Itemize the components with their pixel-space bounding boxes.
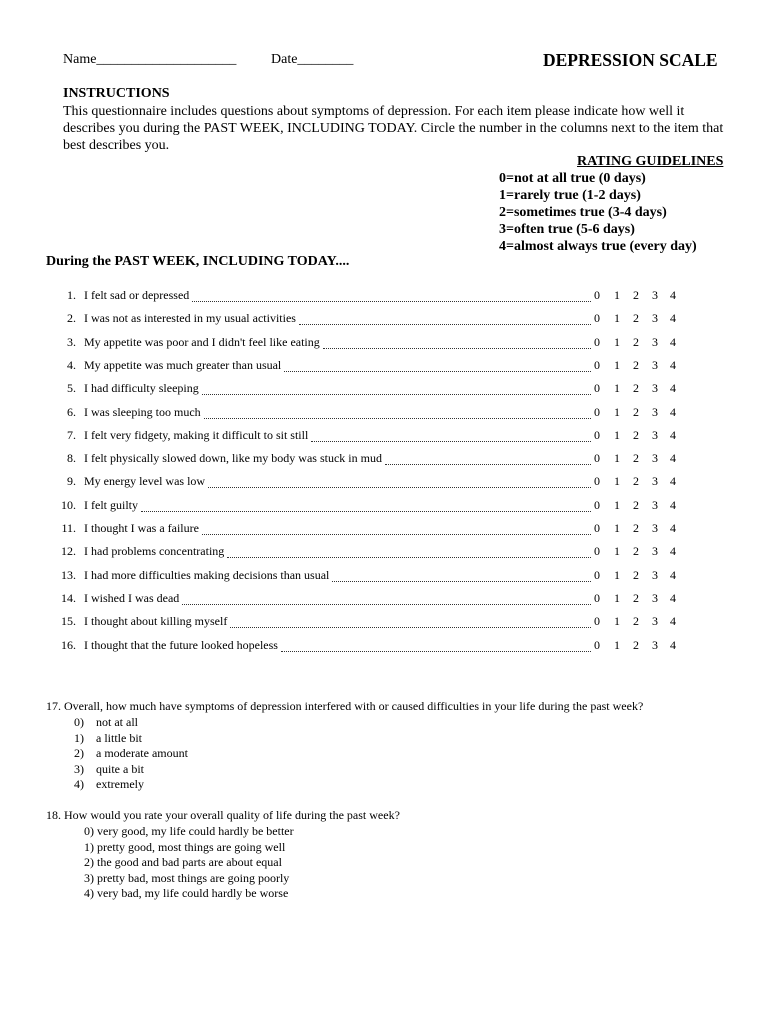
rating-option-1[interactable]: 1 — [614, 381, 620, 396]
q17-option-key[interactable]: 3) — [74, 761, 84, 776]
rating-option-3[interactable]: 3 — [652, 404, 658, 419]
rating-option-1[interactable]: 1 — [614, 567, 620, 582]
rating-guideline-1: 1=rarely true (1-2 days) — [499, 188, 641, 203]
q18-option[interactable]: 0) very good, my life could hardly be better — [84, 824, 294, 838]
rating-guideline-4: 4=almost always true (every day) — [499, 239, 697, 254]
rating-option-4[interactable]: 4 — [670, 311, 676, 326]
item-row — [52, 521, 692, 537]
dot-leader — [192, 288, 591, 302]
rating-option-1[interactable]: 1 — [614, 357, 620, 372]
item-row — [52, 311, 692, 327]
date-field-label: Date________ — [271, 52, 354, 67]
rating-option-3[interactable]: 3 — [652, 521, 658, 535]
item-text: My appetite was much greater than usual — [84, 357, 282, 372]
rating-option-3[interactable]: 3 — [652, 567, 658, 582]
rating-option-0[interactable]: 0 — [594, 474, 600, 489]
rating-option-2[interactable]: 2 — [633, 288, 639, 302]
item-text: My appetite was poor and I didn't feel like eating — [84, 334, 320, 349]
rating-option-3[interactable]: 3 — [652, 590, 658, 605]
item-row — [52, 474, 692, 490]
rating-option-4[interactable]: 4 — [670, 567, 676, 582]
item-text: I was sleeping too much — [84, 404, 201, 419]
item-number: 11. — [61, 521, 76, 535]
item-row — [52, 405, 692, 421]
rating-option-0[interactable]: 0 — [594, 381, 600, 396]
rating-option-2[interactable]: 2 — [633, 544, 639, 559]
rating-option-0[interactable]: 0 — [594, 404, 600, 419]
item-row — [52, 638, 692, 654]
rating-option-1[interactable]: 1 — [614, 521, 620, 535]
item-number: 8. — [67, 451, 76, 466]
rating-option-4[interactable]: 4 — [670, 381, 676, 396]
dot-leader — [323, 335, 591, 349]
rating-option-3[interactable]: 3 — [652, 357, 658, 372]
dot-leader — [208, 474, 591, 488]
dot-leader — [182, 591, 591, 605]
rating-option-4[interactable]: 4 — [670, 334, 676, 349]
item-row — [52, 428, 692, 444]
rating-option-4[interactable]: 4 — [670, 637, 676, 652]
name-field-label: Name____________________ — [63, 52, 237, 67]
item-text: I thought I was a failure — [84, 521, 199, 535]
item-row — [52, 568, 692, 584]
rating-option-2[interactable]: 2 — [633, 590, 639, 605]
instructions-text: This questionnaire includes questions about symptoms of depression. For each item please indicate how well it describes you during the PAST WEEK, INCLUDING TODAY. Circle the number in the columns next to the item that best describes you. — [63, 104, 724, 153]
item-text: I wished I was dead — [84, 590, 180, 605]
section-heading: During the PAST WEEK, INCLUDING TODAY.... — [46, 254, 350, 269]
item-row — [52, 381, 692, 397]
rating-option-4[interactable]: 4 — [670, 404, 676, 419]
dot-leader — [332, 568, 591, 582]
rating-option-4[interactable]: 4 — [670, 614, 676, 629]
rating-option-3[interactable]: 3 — [652, 311, 658, 326]
item-number: 7. — [67, 427, 76, 442]
question-17: 17. Overall, how much have symptoms of depression interfered with or caused difficulties in your life during the past week? — [46, 699, 644, 713]
q18-option[interactable]: 1) pretty good, most things are going well — [84, 839, 286, 854]
rating-option-0[interactable]: 0 — [594, 590, 600, 605]
item-number: 2. — [67, 311, 76, 326]
rating-option-0[interactable]: 0 — [594, 544, 600, 559]
rating-option-3[interactable]: 3 — [652, 637, 658, 652]
rating-option-3[interactable]: 3 — [652, 474, 658, 489]
rating-option-1[interactable]: 1 — [614, 497, 620, 512]
rating-option-1[interactable]: 1 — [614, 288, 620, 302]
dot-leader — [284, 358, 591, 372]
rating-option-2[interactable]: 2 — [633, 357, 639, 372]
rating-option-3[interactable]: 3 — [652, 427, 658, 442]
rating-option-0[interactable]: 0 — [594, 357, 600, 372]
q18-option[interactable]: 4) very bad, my life could hardly be worse — [84, 886, 289, 901]
rating-option-1[interactable]: 1 — [614, 451, 620, 466]
rating-option-1[interactable]: 1 — [614, 404, 620, 419]
rating-option-4[interactable]: 4 — [670, 497, 676, 512]
rating-option-3[interactable]: 3 — [652, 497, 658, 512]
item-text: I was not as interested in my usual activities — [84, 311, 296, 326]
dot-leader — [230, 614, 591, 628]
rating-option-0[interactable]: 0 — [594, 614, 600, 629]
item-row — [52, 544, 692, 560]
rating-option-0[interactable]: 0 — [594, 567, 600, 582]
rating-option-4[interactable]: 4 — [670, 544, 676, 559]
item-number: 15. — [61, 614, 76, 629]
rating-option-3[interactable]: 3 — [652, 451, 658, 466]
item-number: 4. — [67, 357, 76, 372]
rating-option-2[interactable]: 2 — [633, 427, 639, 442]
rating-option-3[interactable]: 3 — [652, 381, 658, 396]
rating-option-3[interactable]: 3 — [652, 614, 658, 629]
rating-option-2[interactable]: 2 — [633, 614, 639, 629]
item-text: My energy level was low — [84, 474, 206, 489]
rating-option-1[interactable]: 1 — [614, 637, 620, 652]
item-text: I felt physically slowed down, like my body was stuck in mud — [84, 451, 382, 466]
rating-option-0[interactable]: 0 — [594, 334, 600, 349]
item-number: 16. — [61, 637, 76, 652]
rating-option-2[interactable]: 2 — [633, 497, 639, 512]
item-text: I had problems concentrating — [84, 544, 225, 559]
rating-option-1[interactable]: 1 — [614, 474, 620, 489]
rating-option-1[interactable]: 1 — [614, 614, 620, 629]
instructions-heading: INSTRUCTIONS — [63, 86, 170, 101]
dot-leader — [385, 451, 591, 465]
rating-guidelines-title: RATING GUIDELINES — [577, 154, 724, 169]
rating-option-3[interactable]: 3 — [652, 334, 658, 349]
question-18: 18. How would you rate your overall quality of life during the past week? — [46, 808, 400, 822]
rating-option-2[interactable]: 2 — [633, 311, 639, 326]
item-row — [52, 358, 692, 374]
q17-option-key[interactable]: 1) — [74, 730, 84, 745]
item-number: 13. — [61, 567, 76, 582]
q17-option-text[interactable]: a little bit — [96, 730, 142, 745]
item-row — [52, 614, 692, 630]
item-text: I had more difficulties making decisions than usual — [84, 567, 330, 582]
item-number: 1. — [67, 288, 76, 302]
item-number: 12. — [61, 544, 76, 559]
item-row — [52, 451, 692, 467]
item-text: I had difficulty sleeping — [84, 381, 199, 396]
rating-option-1[interactable]: 1 — [614, 334, 620, 349]
item-row — [52, 498, 692, 514]
rating-option-0[interactable]: 0 — [594, 521, 600, 535]
item-number: 10. — [61, 497, 76, 512]
dot-leader — [141, 498, 591, 512]
dot-leader — [299, 311, 591, 325]
dot-leader — [311, 428, 591, 442]
rating-option-4[interactable]: 4 — [670, 474, 676, 489]
rating-option-1[interactable]: 1 — [614, 311, 620, 326]
rating-option-4[interactable]: 4 — [670, 357, 676, 372]
rating-option-0[interactable]: 0 — [594, 288, 600, 302]
rating-option-4[interactable]: 4 — [670, 590, 676, 605]
item-number: 5. — [67, 381, 76, 396]
item-text: I felt guilty — [84, 497, 138, 512]
rating-option-1[interactable]: 1 — [614, 427, 620, 442]
rating-guideline-3: 3=often true (5-6 days) — [499, 222, 635, 237]
rating-option-0[interactable]: 0 — [594, 497, 600, 512]
rating-option-0[interactable]: 0 — [594, 451, 600, 466]
item-number: 3. — [67, 334, 76, 349]
item-text: I felt very fidgety, making it difficult to sit still — [84, 427, 309, 442]
item-number: 6. — [67, 404, 76, 419]
rating-option-3[interactable]: 3 — [652, 544, 658, 559]
q18-option[interactable]: 2) the good and bad parts are about equal — [84, 855, 282, 870]
q17-option-text[interactable]: a moderate amount — [96, 746, 188, 761]
q18-option[interactable]: 3) pretty bad, most things are going poorly — [84, 870, 290, 885]
item-text: I thought that the future looked hopeless — [84, 637, 278, 652]
rating-option-3[interactable]: 3 — [652, 288, 658, 302]
rating-option-0[interactable]: 0 — [594, 427, 600, 442]
rating-option-2[interactable]: 2 — [633, 474, 639, 489]
item-number: 9. — [67, 474, 76, 489]
rating-option-4[interactable]: 4 — [670, 427, 676, 442]
rating-option-2[interactable]: 2 — [633, 637, 639, 652]
q17-option-text[interactable]: extremely — [96, 777, 144, 792]
item-text: I thought about killing myself — [84, 614, 228, 629]
rating-option-4[interactable]: 4 — [670, 451, 676, 466]
rating-option-2[interactable]: 2 — [633, 451, 639, 466]
dot-leader — [204, 405, 591, 419]
rating-guideline-2: 2=sometimes true (3-4 days) — [499, 205, 667, 220]
item-text: I felt sad or depressed — [84, 288, 190, 302]
rating-option-2[interactable]: 2 — [633, 381, 639, 396]
rating-option-2[interactable]: 2 — [633, 521, 639, 535]
item-row — [52, 591, 692, 607]
item-row — [52, 335, 692, 351]
rating-option-1[interactable]: 1 — [614, 590, 620, 605]
rating-option-2[interactable]: 2 — [633, 334, 639, 349]
rating-option-2[interactable]: 2 — [633, 567, 639, 582]
dot-leader — [202, 381, 591, 395]
rating-option-4[interactable]: 4 — [670, 521, 676, 535]
q17-option-text[interactable]: quite a bit — [96, 761, 144, 776]
q17-option-key[interactable]: 4) — [74, 777, 84, 792]
item-row — [52, 288, 692, 304]
dot-leader — [281, 638, 591, 652]
page-title: DEPRESSION SCALE — [543, 50, 718, 70]
dot-leader — [227, 544, 591, 558]
q17-option-text[interactable]: not at all — [96, 715, 138, 729]
q17-option-key[interactable]: 0) — [74, 715, 84, 729]
rating-option-0[interactable]: 0 — [594, 637, 600, 652]
rating-option-2[interactable]: 2 — [633, 404, 639, 419]
rating-option-0[interactable]: 0 — [594, 311, 600, 326]
rating-option-4[interactable]: 4 — [670, 288, 676, 302]
rating-option-1[interactable]: 1 — [614, 544, 620, 559]
dot-leader — [202, 521, 591, 535]
q17-option-key[interactable]: 2) — [74, 746, 84, 761]
item-number: 14. — [61, 590, 76, 605]
rating-guideline-0: 0=not at all true (0 days) — [499, 171, 646, 186]
